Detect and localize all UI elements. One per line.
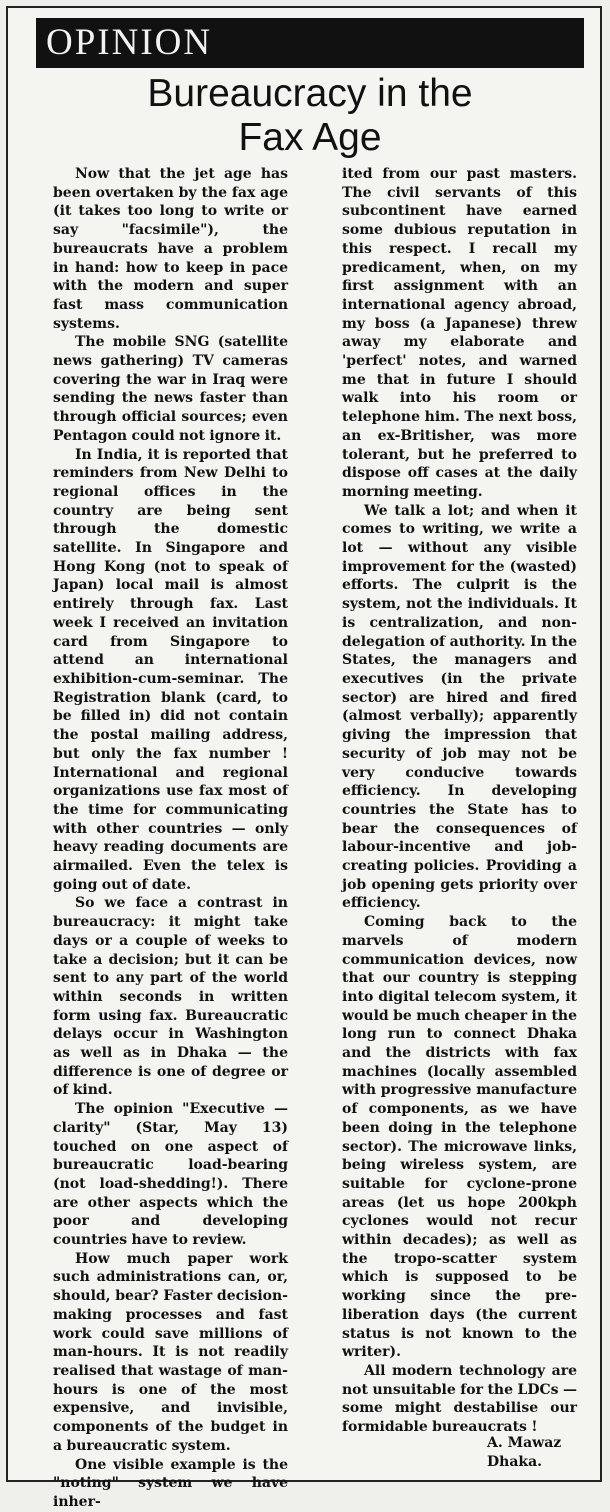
author-signature: [487, 1434, 561, 1471]
author-name: A. Mawaz: [487, 1435, 562, 1451]
paragraph: One visible example is the "noting" system we have inher-: [53, 1456, 288, 1510]
headline: [40, 72, 580, 160]
paragraph: How much paper work such administrations can, or, should, bear? Faster decision-making processes and fast work could save millions of man-hours. It is not readily realised that wastage of man-hours is one of the most expensive, and invisible, components of the budget in a bureaucratic system.: [53, 1250, 288, 1454]
paragraph: The mobile SNG (satellite news gathering) TV cameras covering the war in Iraq were sending the news faster than through official sources; even Pentagon could not ignore it.: [53, 334, 288, 444]
paragraph: In India, it is reported that reminders from New Delhi to regional offices in the country are being sent through the domestic satellite. In Singapore and Hong Kong (not to speak of Japan) local mail is almost entirely through fax. Last week I received an invitation card from Singapore to attend an international exhibition-cum-seminar. The Registration blank (card, to be filled in) did not contain the postal mailing address, but only the fax number ! International and regional organizations use fax most of the time for communicating with other countries — only heavy reading documents are airmailed. Even the telex is going out of date.: [53, 446, 288, 893]
headline-line-1: Bureaucracy in the: [147, 72, 473, 115]
paragraph: Coming back to the marvels of modern communication devices, now that our country is stepping into digital telecom system, it would be much cheaper in the long run to connect Dhaka and the districts with fax machines (locally assembled with progressive manufacture of components, as we have been doing in the telephone sector). The microwave links, being wireless system, are suitable for cyclone-prone areas (let us hope 200kph cyclones would not recur within decades); as well as the tropo-scatter system which is supposed to be working since the pre-liberation days (the current status is not known to the writer).: [342, 914, 577, 1361]
paragraph: The opinion "Executive — clarity" (Star, May 13) touched on one aspect of bureaucratic load-bearing (not load-shedding!). There are other aspects which the poor and developing countries have to review.: [53, 1101, 288, 1249]
section-banner: OPINION: [36, 18, 584, 68]
author-location: Dhaka.: [487, 1453, 543, 1470]
paragraph-continued: ited from our past masters. The civil servants of this subcontinent have earned some dubious reputation in this respect. I recall my predicament, when, on my first assignment with an international agency abroad, my boss (a Japanese) threw away my elaborate and 'perfect' notes, and warned me that in future I should walk into his room or telephone him. The next boss, an ex-Britisher, was more tolerant, but he preferred to dispose off cases at the daily morning meeting.: [342, 166, 577, 500]
paragraph: We talk a lot; and when it comes to writing, we write a lot — without any visible improvement for the (wasted) efforts. The culprit is the system, not the individuals. It is centralization, and non-delegation of authority. In the States, the managers and executives (in the private sector) are hired and fired (almost verbally); apparently giving the impression that security of job may not be very conducive towards efficiency. In developing countries the State has to bear the consequences of labour-incentive and job-creating policies. Providing a job opening gets priority over efficiency.: [342, 502, 577, 912]
right-column: [342, 165, 577, 1465]
left-column: [53, 165, 288, 1510]
paragraph: So we face a contrast in bureaucracy: it might take days or a couple of weeks to take a decision; but it can be sent to any part of the world within seconds in written form using fax. Bureaucratic delays occur in Washington as well as in Dhaka — the difference is one of degree or of kind.: [53, 895, 288, 1099]
headline-line-2: Fax Age: [238, 116, 382, 159]
paragraph: Now that the jet age has been overtaken by the fax age (it takes too long to write or say "facsimile"), the bureaucrats have a problem in hand: how to keep in pace with the modern and super fast mass communication systems.: [53, 166, 288, 332]
paragraph: All modern technology are not unsuitable for the LDCs — some might destabilise our formidable bureaucrats !: [342, 1363, 577, 1436]
